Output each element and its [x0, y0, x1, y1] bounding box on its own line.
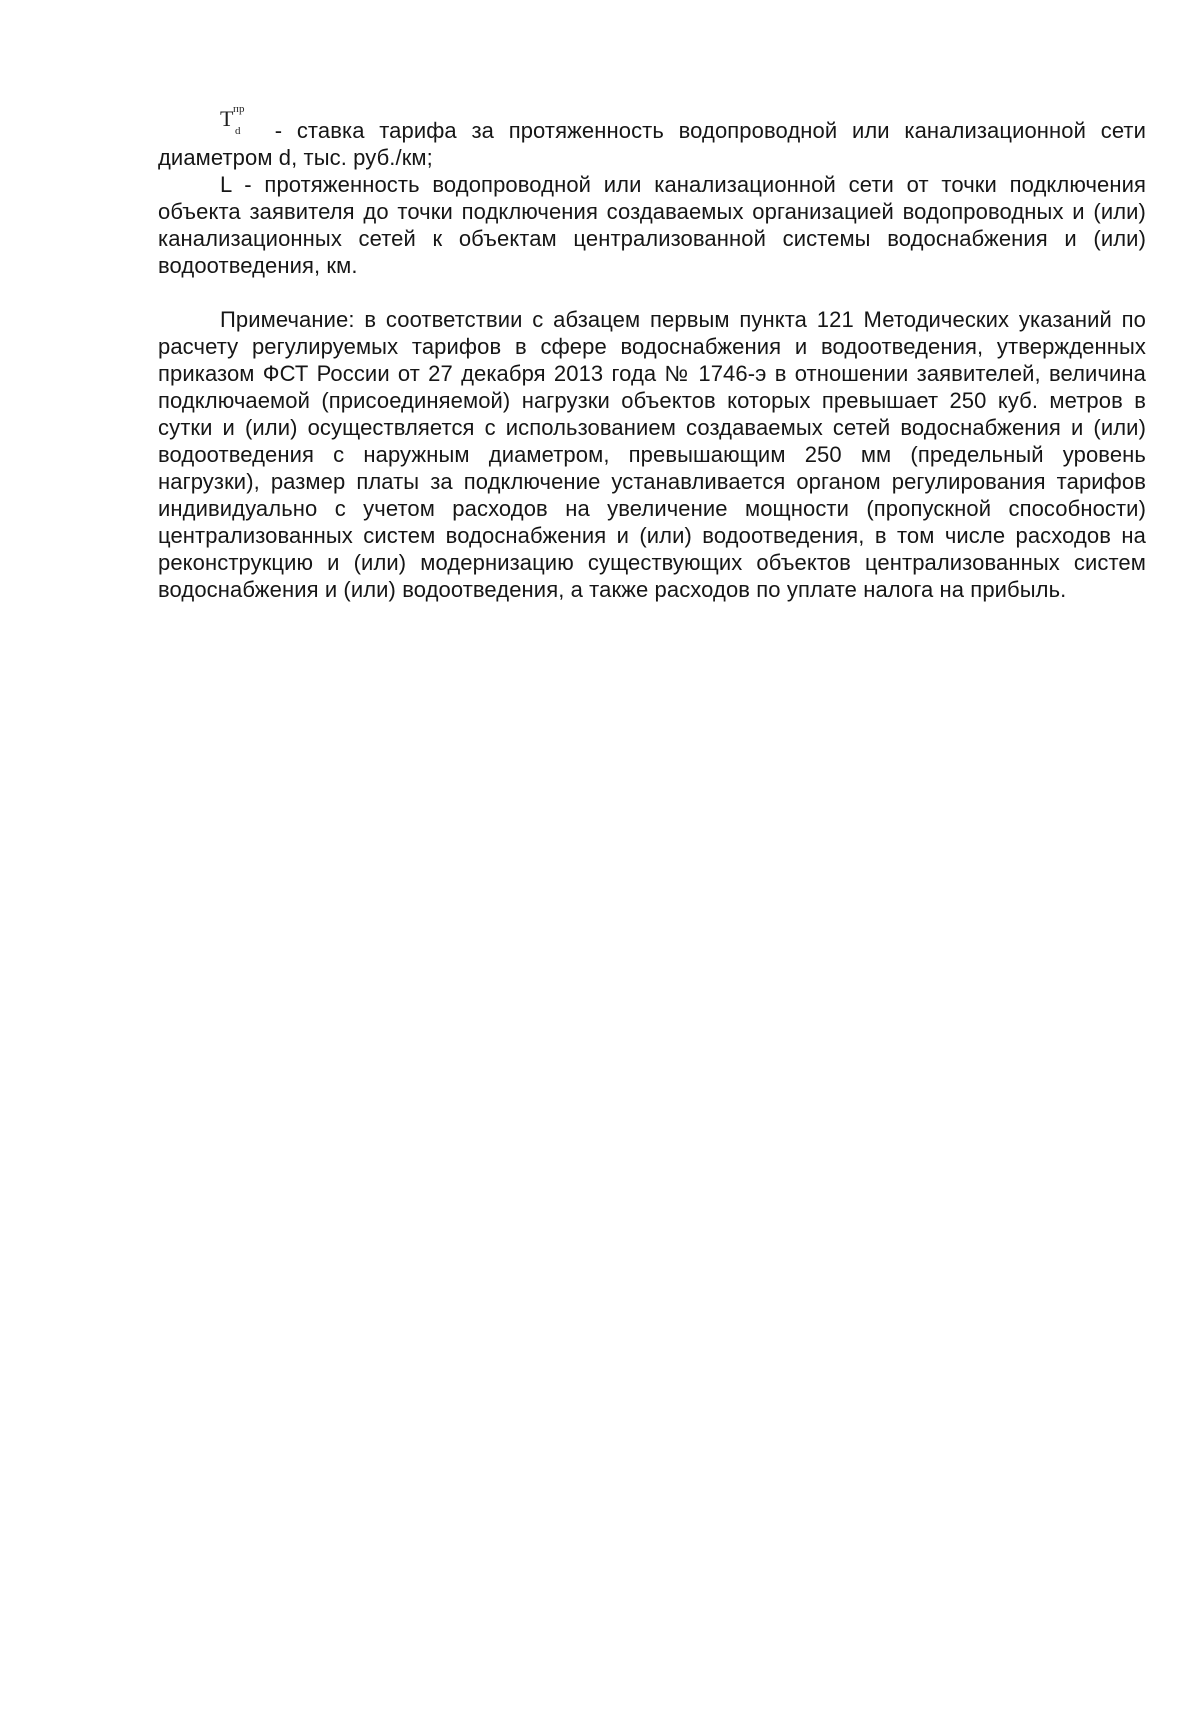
- definition-tariff-rate-text: - ставка тарифа за протяженность водопроводной или канализационной сети диаметром d, тыс. руб./км;: [158, 118, 1146, 170]
- definition-tariff-rate: [158, 103, 1146, 171]
- note-paragraph: [158, 306, 1146, 603]
- definition-network-length-text: L - протяженность водопроводной или канализационной сети от точки подключения объекта заявителя до точки подключения создаваемых организацией водопроводных и (или) канализационных сетей к объектам централизованной системы водоснабжения и (или) водоотведения, км.: [158, 172, 1146, 278]
- document-body: [158, 103, 1146, 603]
- tariff-symbol: [220, 103, 260, 142]
- tariff-symbol-subscript: d: [235, 125, 241, 137]
- definition-network-length: [158, 171, 1146, 279]
- tariff-symbol-base: T: [220, 106, 234, 131]
- tariff-symbol-superscript: пр: [233, 103, 245, 115]
- note-text: Примечание: в соответствии с абзацем первым пункта 121 Методических указаний по расчету регулируемых тарифов в сфере водоснабжения и водоотведения, утвержденных приказом ФСТ России от 27 декабря 2013 года № 1746-э в отношении заявителей, величина подключаемой (присоединяемой) нагрузки объектов которых превышает 250 куб. метров в сутки и (или) осуществляется с использованием создаваемых сетей водоснабжения и (или) водоотведения с наружным диаметром, превышающим 250 мм (предельный уровень нагрузки), размер платы за подключение устанавливается органом регулирования тарифов индивидуально с учетом расходов на увеличение мощности (пропускной способности) централизованных систем водоснабжения и (или) водоотведения, в том числе расходов на реконструкцию и (или) модернизацию существующих объектов централизованных систем водоснабжения и (или) водоотведения, а также расходов по уплате налога на прибыль.: [158, 307, 1146, 602]
